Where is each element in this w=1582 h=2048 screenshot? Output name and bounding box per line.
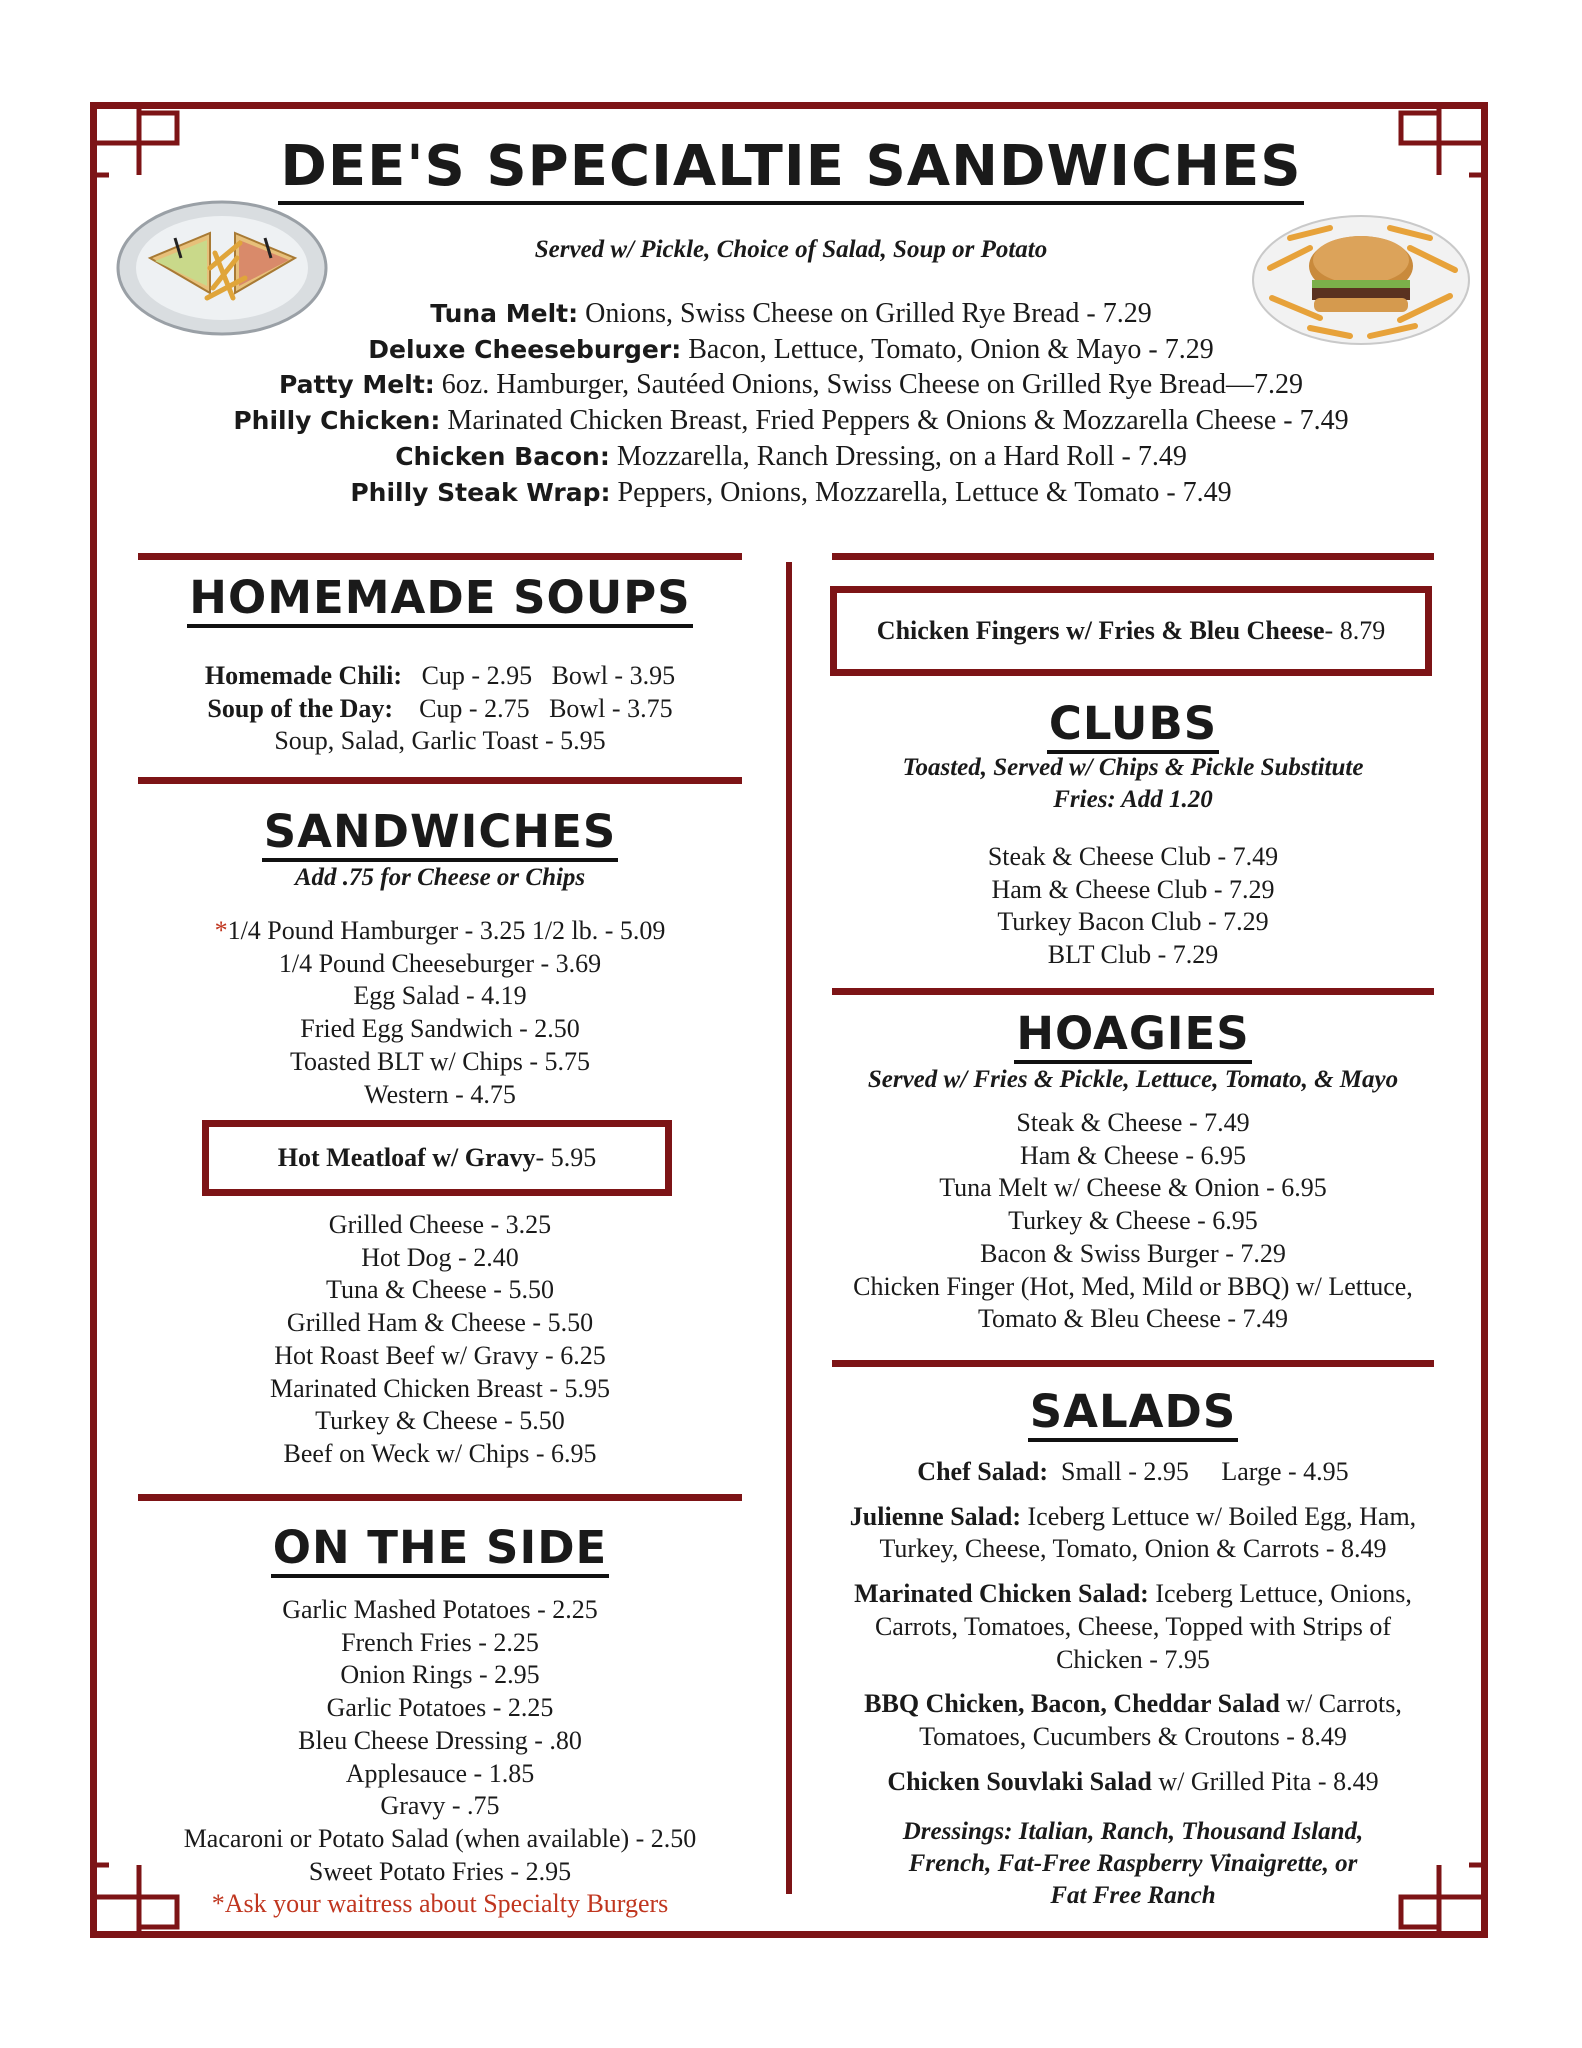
- frame-bottom: [90, 1931, 1488, 1938]
- specialty-item-name: Patty Melt:: [279, 370, 435, 400]
- salad-desc-line: Chicken - 7.95: [1056, 1644, 1210, 1674]
- menu-item: Egg Salad - 4.19: [353, 981, 527, 1011]
- specialty-subtitle: Served w/ Pickle, Choice of Salad, Soup or Potato: [534, 236, 1048, 263]
- menu-item: Hot Roast Beef w/ Gravy - 6.25: [274, 1340, 606, 1370]
- specialty-item-desc: Marinated Chicken Breast, Fried Peppers & Onions & Mozzarella Cheese - 7.49: [440, 405, 1349, 437]
- sides-top-divider: [138, 1494, 742, 1501]
- dressings-line: French, Fat-Free Raspberry Vinaigrette, or: [908, 1850, 1358, 1878]
- menu-item: Turkey & Cheese - 6.95: [1008, 1206, 1258, 1236]
- column-divider: [786, 562, 792, 1894]
- menu-item: Toasted BLT w/ Chips - 5.75: [289, 1046, 591, 1076]
- salad-desc-line: Tomatoes, Cucumbers & Croutons - 8.49: [919, 1721, 1347, 1751]
- specialty-item-name: Chicken Bacon:: [395, 441, 610, 471]
- menu-item: Applesauce - 1.85: [345, 1758, 535, 1788]
- clubs-fries-note: Fries: Add 1.20: [1053, 786, 1213, 813]
- menu-item: Tuna & Cheese - 5.50: [326, 1275, 554, 1305]
- salad-desc: Iceberg Lettuce, Onions,: [1148, 1579, 1412, 1609]
- specialty-item-desc: Onions, Swiss Cheese on Grilled Rye Bread - 7.29: [578, 298, 1152, 329]
- menu-item: Garlic Mashed Potatoes - 2.25: [282, 1595, 598, 1624]
- specialty-item: [0, 332, 1582, 368]
- soup-cup: Cup - 2.75: [419, 693, 530, 723]
- specialty-marker-icon: *: [214, 916, 228, 945]
- soup-combo: Soup, Salad, Garlic Toast - 5.95: [274, 726, 606, 756]
- soups-list: [138, 660, 742, 758]
- page-title-text: DEE'S SPECIALTIE SANDWICHES: [278, 134, 1303, 205]
- sandwiches-list-b: [138, 1209, 742, 1471]
- specialty-item: [0, 403, 1582, 439]
- menu-item: Bleu Cheese Dressing - .80: [298, 1725, 582, 1755]
- clubs-notes: [832, 752, 1434, 816]
- salad-desc: Iceberg Lettuce w/ Boiled Egg, Ham,: [1021, 1501, 1417, 1531]
- menu-item: Grilled Ham & Cheese - 5.50: [286, 1308, 594, 1338]
- sandwiches-list-a: [138, 915, 742, 1111]
- sandwiches-title: [138, 806, 742, 858]
- sides-title: [138, 1522, 742, 1574]
- salad-bbq: [812, 1688, 1454, 1721]
- menu-item: Grilled Cheese - 3.25: [328, 1210, 552, 1239]
- soup-bowl: Bowl - 3.95: [551, 661, 676, 690]
- specialty-item-name: Tuna Melt:: [430, 299, 579, 328]
- menu-item: Steak & Cheese Club - 7.49: [987, 842, 1279, 871]
- salad-julienne: [812, 1501, 1454, 1534]
- specialty-item: [0, 367, 1582, 403]
- menu-item: Turkey Bacon Club - 7.29: [997, 907, 1269, 937]
- dressings-line: Fat Free Ranch: [1050, 1882, 1216, 1910]
- dressings-line: Dressings: Italian, Ranch, Thousand Island,: [902, 1818, 1364, 1846]
- salad-name: BBQ Chicken, Bacon, Cheddar Salad: [864, 1689, 1280, 1719]
- clubs-note: Toasted, Served w/ Chips & Pickle Substitute: [902, 754, 1364, 781]
- salad-souvlaki: [812, 1766, 1454, 1799]
- menu-item: Beef on Weck w/ Chips - 6.95: [283, 1438, 597, 1468]
- salad-desc-line: Turkey, Cheese, Tomato, Onion & Carrots - 8.49: [879, 1534, 1387, 1564]
- menu-item: Marinated Chicken Breast - 5.95: [269, 1373, 611, 1403]
- salad-chef: [812, 1456, 1454, 1489]
- salad-desc: w/ Grilled Pita - 8.49: [1151, 1766, 1379, 1796]
- right-top-divider: [832, 553, 1434, 560]
- salads-title: [832, 1386, 1434, 1438]
- specialty-item-name: Deluxe Cheeseburger:: [368, 334, 682, 364]
- salad-name: Marinated Chicken Salad:: [854, 1579, 1149, 1609]
- soups-top-divider: [138, 553, 742, 560]
- menu-item: Ham & Cheese Club - 7.29: [991, 874, 1275, 904]
- menu-item: Garlic Potatoes - 2.25: [326, 1693, 554, 1723]
- salads-top-divider: [832, 1360, 1434, 1367]
- specialty-item-desc: Mozzarella, Ranch Dressing, on a Hard Roll - 7.49: [609, 440, 1187, 472]
- salad-desc: w/ Carrots,: [1279, 1689, 1402, 1719]
- menu-item: Bacon & Swiss Burger - 7.29: [980, 1238, 1286, 1268]
- salads-list: [812, 1456, 1454, 1912]
- specialty-item-desc: 6oz. Hamburger, Sautéed Onions, Swiss Cheese on Grilled Rye Bread—7.29: [434, 369, 1303, 401]
- specialty-item-desc: Bacon, Lettuce, Tomato, Onion & Mayo - 7.29: [681, 333, 1214, 365]
- sandwiches-title-text: SANDWICHES: [262, 805, 618, 862]
- salad-name: Chef Salad:: [917, 1457, 1049, 1486]
- menu-item: Ham & Cheese - 6.95: [1019, 1140, 1246, 1170]
- soup-name: Soup of the Day:: [207, 693, 394, 723]
- sandwiches-note: [138, 862, 742, 894]
- sides-list: [120, 1594, 760, 1921]
- hoagies-list: [812, 1107, 1454, 1336]
- salad-prices: Small - 2.95 Large - 4.95: [1048, 1457, 1349, 1486]
- menu-item-text: 1/4 Pound Hamburger - 3.25 1/2 lb. - 5.09: [227, 916, 666, 945]
- clubs-title: [832, 698, 1434, 750]
- frame-top: [90, 102, 1488, 109]
- clubs-list: [832, 841, 1434, 972]
- menu-item: French Fries - 2.25: [341, 1627, 539, 1657]
- salad-marinated: [812, 1578, 1454, 1611]
- hoagies-title: [832, 1008, 1434, 1060]
- soups-title-text: HOMEMADE SOUPS: [187, 571, 692, 628]
- specialty-item-name: Philly Chicken:: [233, 406, 441, 436]
- chicken-fingers-name: Chicken Fingers w/ Fries & Bleu Cheese: [876, 616, 1325, 645]
- menu-item: Onion Rings - 2.95: [340, 1660, 540, 1690]
- specialty-item-desc: Peppers, Onions, Mozzarella, Lettuce & Tomato - 7.49: [610, 476, 1232, 508]
- soup-name: Homemade Chili:: [204, 661, 403, 690]
- chicken-fingers-price: - 8.79: [1324, 616, 1386, 645]
- specialty-burgers-footnote: *Ask your waitress about Specialty Burgers: [211, 1889, 669, 1919]
- featured-name: Hot Meatloaf w/ Gravy: [277, 1143, 536, 1172]
- menu-item: Western - 4.75: [364, 1079, 516, 1109]
- menu-item: Hot Dog - 2.40: [361, 1242, 519, 1272]
- menu-item: Tomato & Bleu Cheese - 7.49: [977, 1304, 1289, 1334]
- soup-row: [138, 693, 742, 726]
- soup-bowl: Bowl - 3.75: [549, 693, 673, 723]
- menu-item: Macaroni or Potato Salad (when available) - 2.50: [183, 1823, 697, 1853]
- hoagies-note: [812, 1064, 1454, 1096]
- featured-meatloaf-box: [202, 1120, 672, 1196]
- menu-item: 1/4 Pound Cheeseburger - 3.69: [278, 948, 602, 978]
- specialty-item: [0, 475, 1582, 511]
- page-title: [0, 134, 1582, 199]
- hoagies-title-text: HOAGIES: [1014, 1007, 1251, 1064]
- salad-name: Julienne Salad:: [849, 1501, 1022, 1531]
- menu-item: Sweet Potato Fries - 2.95: [308, 1856, 572, 1886]
- salads-title-text: SALADS: [1028, 1385, 1239, 1442]
- soup-row: [138, 660, 742, 693]
- menu-item: Turkey & Cheese - 5.50: [315, 1406, 565, 1436]
- featured-price: - 5.95: [535, 1143, 597, 1172]
- sandwiches-top-divider: [138, 777, 742, 784]
- menu-item: Chicken Finger (Hot, Med, Mild or BBQ) w/ Lettuce,: [853, 1271, 1413, 1301]
- specialty-list: [0, 296, 1582, 510]
- specialty-item-name: Philly Steak Wrap:: [350, 477, 611, 507]
- menu-item: Gravy - .75: [380, 1791, 500, 1821]
- specialty-item: [0, 439, 1582, 475]
- salad-desc-line: Carrots, Tomatoes, Cheese, Topped with Strips of: [874, 1611, 1392, 1641]
- menu-item: [138, 915, 742, 948]
- hoagies-top-divider: [832, 988, 1434, 995]
- menu-item: Tuna Melt w/ Cheese & Onion - 6.95: [939, 1173, 1327, 1203]
- salad-name: Chicken Souvlaki Salad: [887, 1766, 1152, 1796]
- soups-title: [138, 572, 742, 624]
- sandwiches-note-text: Add .75 for Cheese or Chips: [294, 864, 586, 891]
- soup-cup: Cup - 2.95: [421, 661, 533, 690]
- menu-item: BLT Club - 7.29: [1047, 940, 1219, 970]
- hoagies-note-text: Served w/ Fries & Pickle, Lettuce, Tomato, & Mayo: [867, 1066, 1399, 1093]
- specialty-item: [0, 296, 1582, 332]
- sides-title-text: ON THE SIDE: [271, 1521, 610, 1578]
- clubs-title-text: CLUBS: [1047, 697, 1219, 754]
- menu-item: Fried Egg Sandwich - 2.50: [300, 1014, 580, 1044]
- menu-item: Steak & Cheese - 7.49: [1016, 1108, 1250, 1137]
- chicken-fingers-box: [830, 586, 1432, 676]
